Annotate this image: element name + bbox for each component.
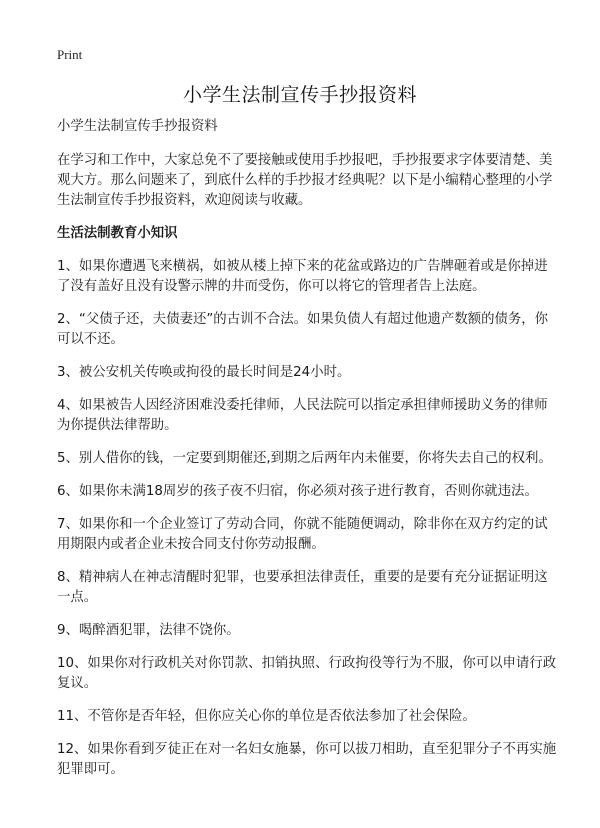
- list-item: 6、如果你未满18周岁的孩子夜不归宿，你必须对孩子进行教育，否则你就违法。: [57, 484, 538, 499]
- list-item: 2、“父债子还，夫债妻还”的古训不合法。如果负债人有超过他遗产数额的债务，你可以不还。: [57, 312, 549, 347]
- section-heading: 生活法制教育小知识: [57, 226, 178, 241]
- article-subtitle: 小学生法制宣传手抄报资料: [57, 119, 218, 134]
- list-item: 3、被公安机关传唤或拘役的最长时间是24小时。: [57, 365, 351, 380]
- intro-paragraph: 在学习和工作中，大家总免不了要接触或使用手抄报吧，手抄报要求字体要清楚、美观大方。那么问题来了，到底什么样的手抄报才经典呢？以下是小编精心整理的小学生法制宣传手抄报资料，欢迎阅读与收藏。: [57, 153, 553, 208]
- article-body: [57, 117, 557, 793]
- print-link[interactable]: Print: [57, 47, 83, 62]
- list-item: 9、喝醉酒犯罪，法律不饶你。: [57, 623, 240, 638]
- list-item: 10、如果你对行政机关对你罚款、扣销执照、行政拘役等行为不服，你可以申请行政复议。: [57, 656, 557, 691]
- list-item: 1、如果你遭遇飞来横祸，如被从楼上掉下来的花盆或路边的广告牌砸着或是你掉进了没有盖好且没有设警示牌的井而受伤，你可以将它的管理者告上法庭。: [57, 259, 548, 294]
- list-item: 4、如果被告人因经济困难没委托律师，人民法院可以指定承担律师援助义务的律师为你提供法律帮助。: [57, 398, 548, 433]
- list-item: 7、如果你和一个企业签订了劳动合同，你就不能随便调动，除非你在双方约定的试用期限内或者企业未按合同支付你劳动报酬。: [57, 517, 548, 552]
- page-title: 小学生法制宣传手抄报资料: [182, 84, 417, 106]
- list-item: 12、如果你看到歹徒正在对一名妇女施暴，你可以拔刀相助，直至犯罪分子不再实施犯罪即可。: [57, 742, 557, 777]
- list-item: 11、不管你是否年轻，但你应关心你的单位是否依法参加了社会保险。: [57, 709, 476, 724]
- list-item: 8、精神病人在神志清醒时犯罪，也要承担法律责任，重要的是要有充分证据证明这一点。: [57, 570, 548, 605]
- list-item: 5、别人借你的钱，一定要到期催还,到期之后两年内未催要，你将失去自己的权利。: [57, 451, 552, 466]
